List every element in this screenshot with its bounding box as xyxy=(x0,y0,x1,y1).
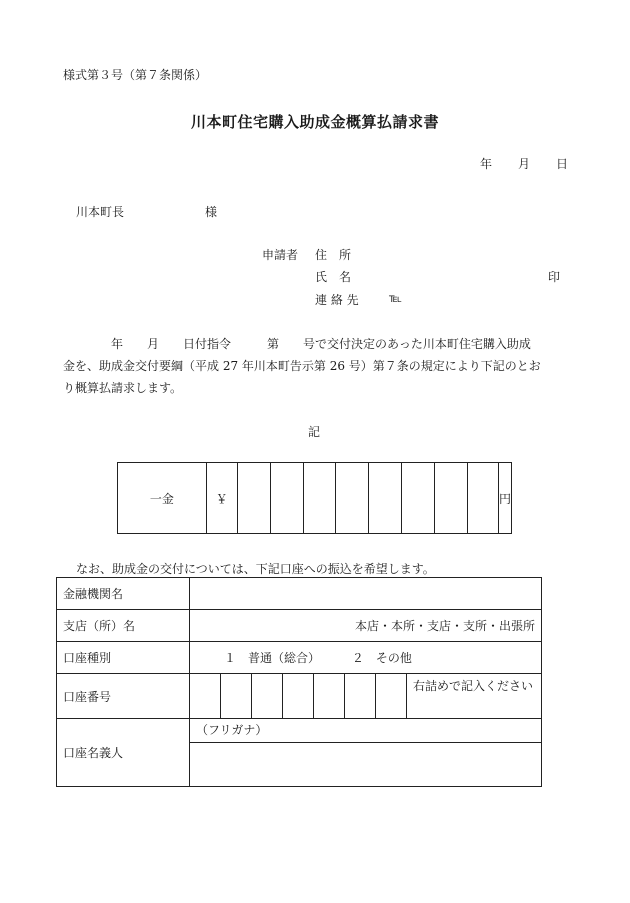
account-number-label: 口座番号 xyxy=(57,674,190,719)
branch-label: 支店（所）名 xyxy=(57,610,190,642)
body-line-3: り概算払請求します。 xyxy=(63,381,183,395)
account-digit-cell[interactable] xyxy=(345,674,376,718)
ki-heading: 記 xyxy=(308,425,321,439)
table-row xyxy=(57,719,542,743)
account-digit-cell[interactable] xyxy=(252,674,283,718)
amount-digit-cell[interactable] xyxy=(435,463,468,533)
form-number: 様式第３号（第７条関係） xyxy=(63,68,208,82)
amount-digit-cell[interactable] xyxy=(271,463,304,533)
date-day-label: 日 xyxy=(556,157,569,171)
account-type-ordinary[interactable]: １ 普通（総合） xyxy=(224,651,321,665)
name-label: 氏 名 xyxy=(315,270,352,284)
page-title: 川本町住宅購入助成金概算払請求書 xyxy=(190,113,439,131)
addressee-name: 川本町長 xyxy=(76,205,125,219)
account-number-hint: 右詰めで記入ください xyxy=(413,679,534,693)
request-body xyxy=(63,333,575,399)
amount-digit-cell[interactable] xyxy=(402,463,435,533)
bank-table xyxy=(56,577,542,787)
date-month-label: 月 xyxy=(518,157,531,171)
amount-digit-cell[interactable] xyxy=(238,463,271,533)
amount-digit-cell[interactable] xyxy=(336,463,369,533)
amount-prefix: 一金 xyxy=(118,463,207,533)
date-year-label: 年 xyxy=(480,157,493,171)
yen-sign: ￥ xyxy=(207,463,238,533)
account-type-label: 口座種別 xyxy=(57,642,190,674)
holder-name-field[interactable] xyxy=(190,743,542,787)
institution-label: 金融機関名 xyxy=(57,578,190,610)
seal-mark: 印 xyxy=(548,270,561,284)
account-type-other[interactable]: ２ その他 xyxy=(351,651,412,665)
amount-digit-cell[interactable] xyxy=(304,463,337,533)
branch-options[interactable]: 本店・本所・支店・支所・出張所 xyxy=(190,610,542,642)
table-row xyxy=(57,610,542,642)
amount-table xyxy=(117,462,512,534)
body-line-2: 金を、助成金交付要綱（平成 27 年川本町告示第 26 号）第７条の規定により下記のとお xyxy=(63,359,541,373)
table-row xyxy=(57,674,542,719)
table-row xyxy=(57,642,542,674)
account-digit-cell[interactable] xyxy=(283,674,314,718)
contact-label: 連 絡 先 xyxy=(315,293,359,307)
tel-icon: ℡ xyxy=(389,291,402,305)
institution-field[interactable] xyxy=(190,578,542,610)
account-digit-cell[interactable] xyxy=(376,674,407,718)
addressee-honorific: 様 xyxy=(205,205,218,219)
account-digit-cell[interactable] xyxy=(190,674,221,718)
furigana-label: （フリガナ） xyxy=(190,719,542,743)
holder-label: 口座名義人 xyxy=(57,719,190,787)
transfer-note: なお、助成金の交付については、下記口座への振込を希望します。 xyxy=(76,562,435,576)
amount-digit-cell[interactable] xyxy=(468,463,499,533)
account-type-field[interactable] xyxy=(190,642,542,674)
table-row xyxy=(57,578,542,610)
body-line-1: 年 月 日付指令 第 号で交付決定のあった川本町住宅購入助成 xyxy=(63,337,531,351)
account-digit-cell[interactable] xyxy=(221,674,252,718)
address-label: 住 所 xyxy=(315,248,352,262)
account-digit-cell[interactable] xyxy=(314,674,345,718)
yen-unit: 円 xyxy=(498,491,511,506)
account-number-field[interactable] xyxy=(190,674,542,719)
amount-digit-cell[interactable] xyxy=(369,463,402,533)
applicant-label: 申請者 xyxy=(262,248,299,262)
